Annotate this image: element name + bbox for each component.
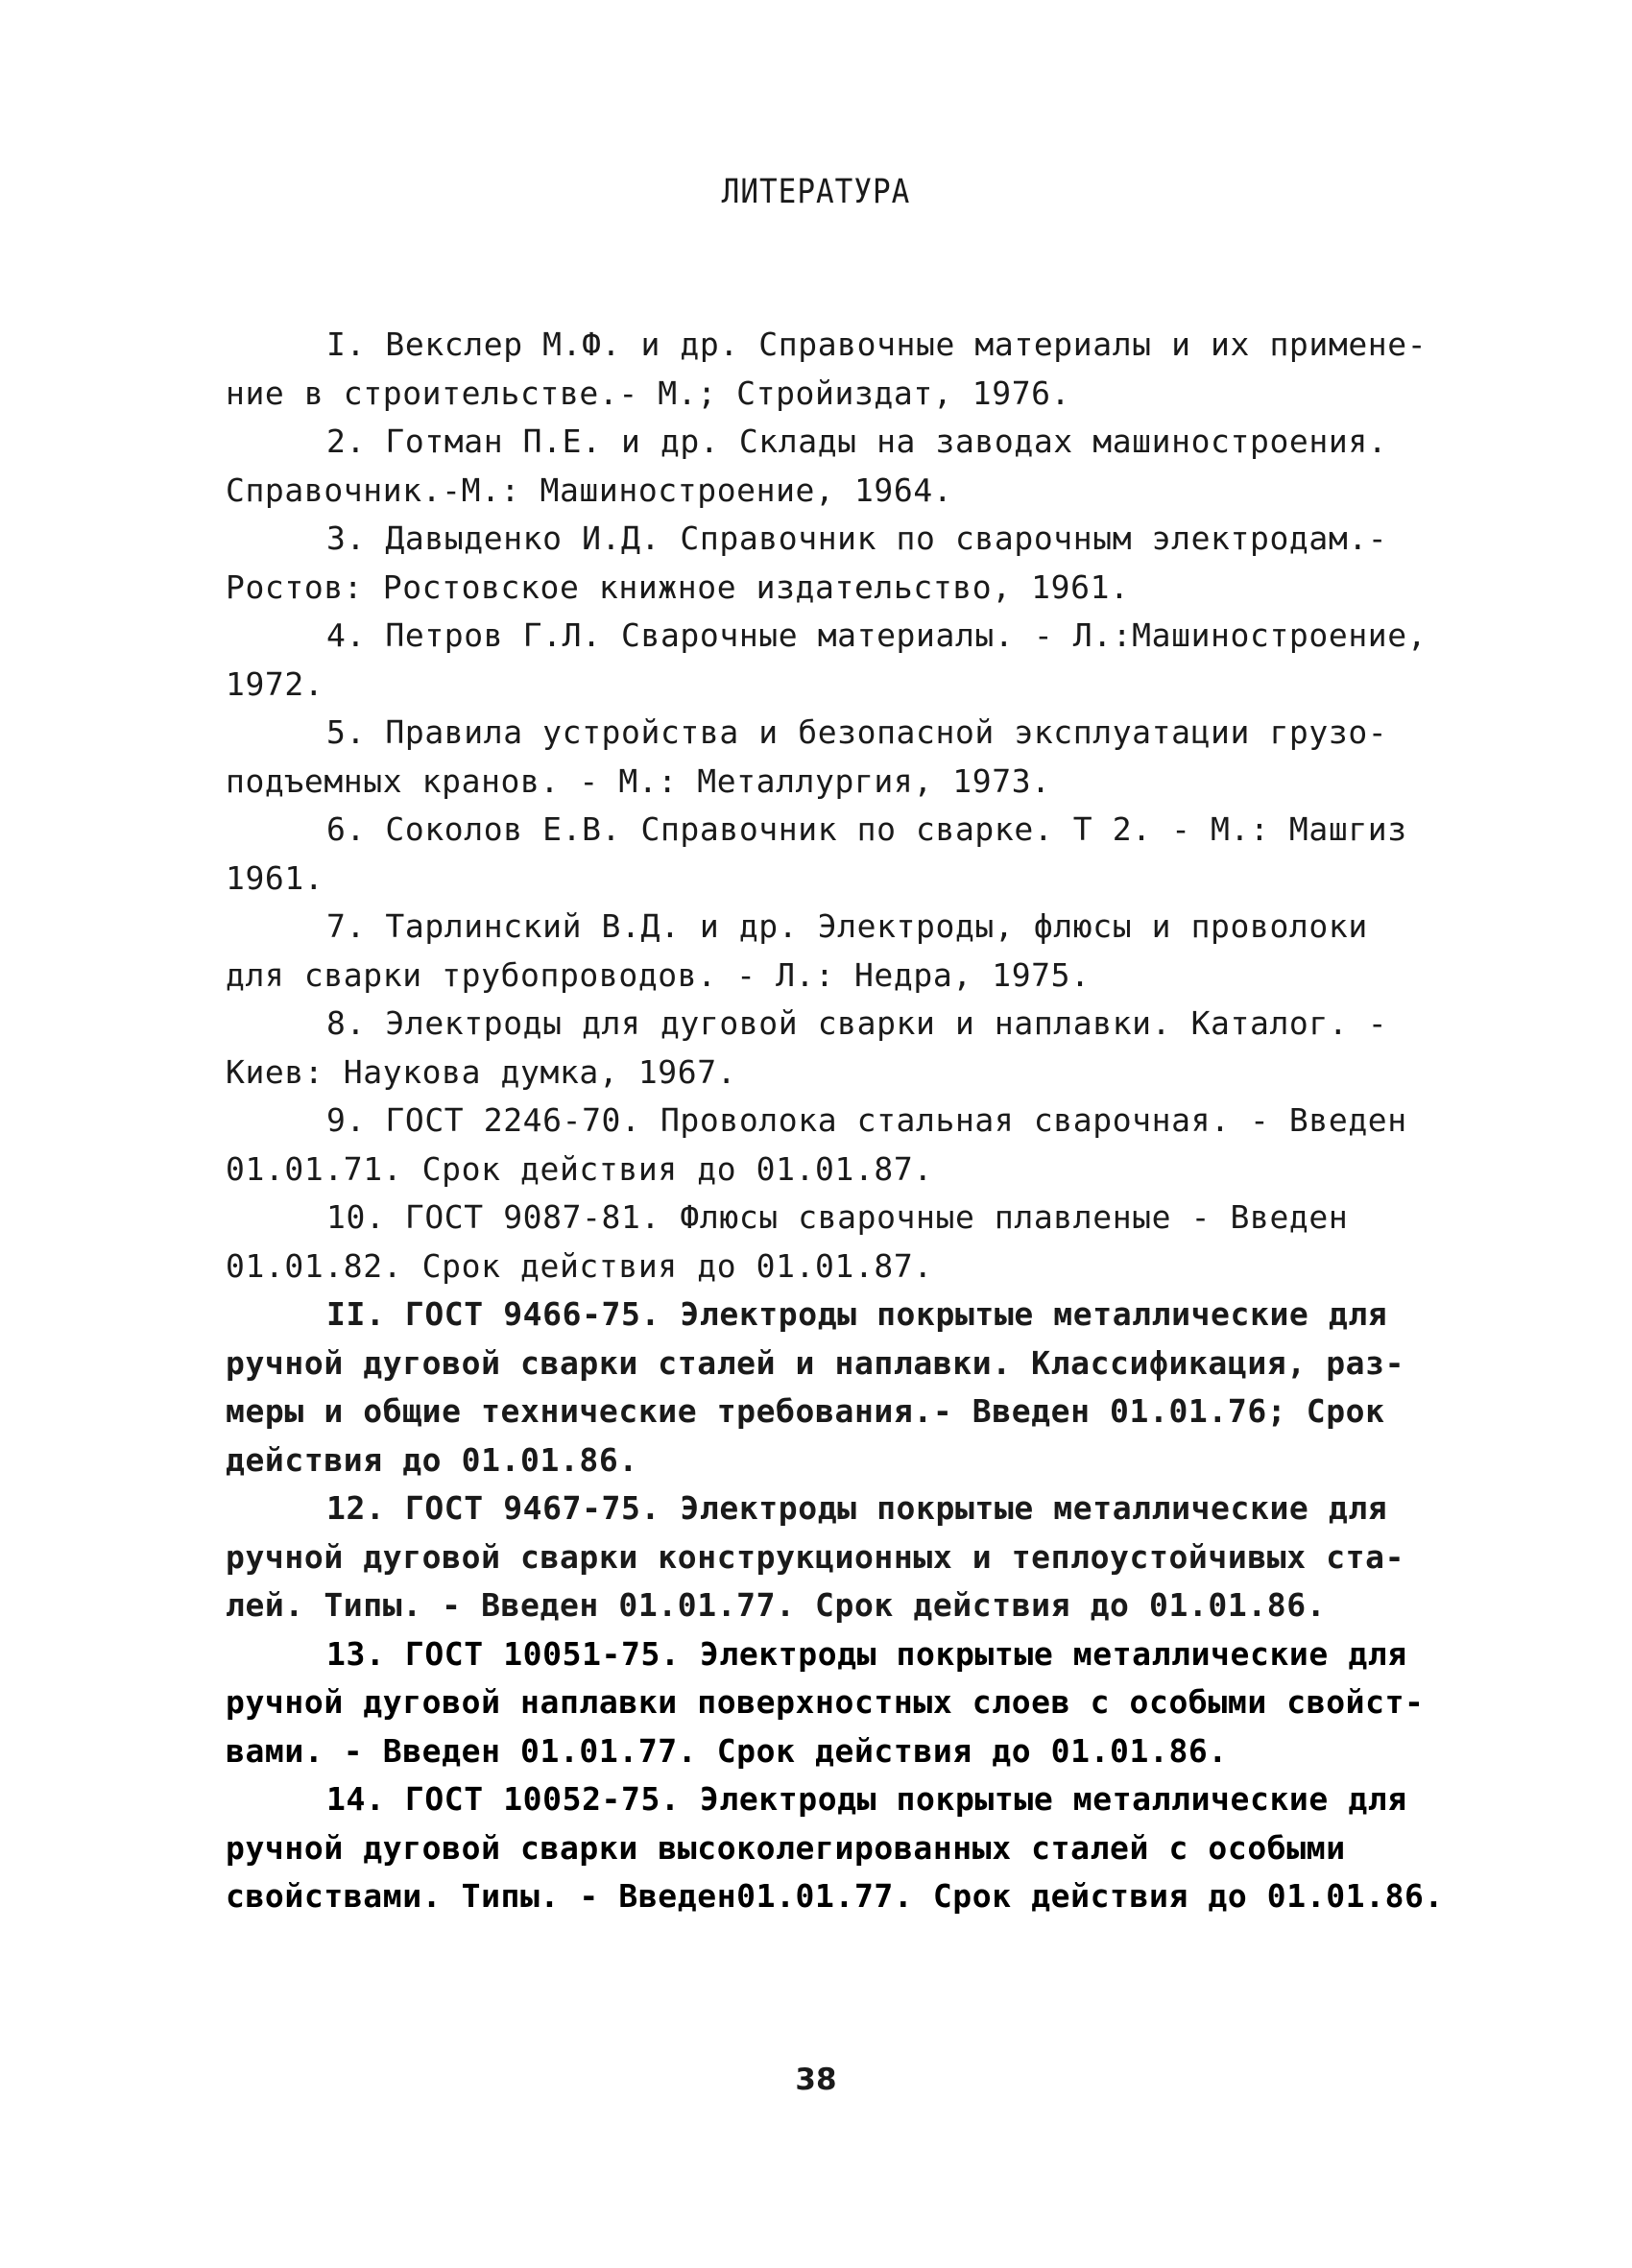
reference-item-6 [226, 806, 1474, 903]
reference-line: 1961. [226, 858, 324, 897]
reference-line: свойствами. Типы. - Введен01.01.77. Срок действия до 01.01.86. [226, 1877, 1444, 1915]
reference-line: ручной дуговой сварки высоколегированных сталей с особыми [226, 1828, 1346, 1867]
reference-line: 3. Давыденко И.Д. Справочник по сварочным электродам.- [326, 519, 1388, 557]
reference-item-10 [226, 1194, 1474, 1291]
page-title: ЛИТЕРАТУРА [721, 172, 911, 212]
reference-line: 4. Петров Г.Л. Сварочные материалы. - Л.:Машиностроение, [326, 616, 1428, 654]
reference-line: меры и общие технические требования.- Введен 01.01.76; Срок [226, 1392, 1385, 1430]
reference-line: 7. Тарлинский В.Д. и др. Электроды, флюсы и проволоки [326, 907, 1368, 945]
reference-item-14 [226, 1775, 1474, 1921]
reference-line: 5. Правила устройства и безопасной эксплуатации грузо- [326, 713, 1388, 751]
reference-item-13 [226, 1630, 1474, 1776]
reference-line: Справочник.-М.: Машиностроение, 1964. [226, 470, 953, 509]
reference-line: 01.01.71. Срок действия до 01.01.87. [226, 1149, 933, 1188]
reference-line: 1972. [226, 664, 324, 703]
reference-line: Ростов: Ростовское книжное издательство, 1961. [226, 567, 1130, 606]
reference-line: действия до 01.01.86. [226, 1440, 638, 1479]
reference-line: ручной дуговой сварки конструкционных и теплоустойчивых ста- [226, 1537, 1405, 1576]
reference-line: I. Векслер М.Ф. и др. Справочные материалы и их примене- [326, 326, 1428, 363]
reference-line: 12. ГОСТ 9467-75. Электроды покрытые металлические для [326, 1489, 1388, 1527]
reference-item-7 [226, 903, 1474, 1000]
reference-line: 8. Электроды для дуговой сварки и наплавки. Каталог. - [326, 1004, 1388, 1042]
reference-item-3 [226, 515, 1474, 612]
reference-item-1 [226, 321, 1474, 418]
reference-list [226, 321, 1474, 1921]
reference-line: 9. ГОСТ 2246-70. Проволока стальная сварочная. - Введен [326, 1101, 1407, 1139]
reference-line: 6. Соколов Е.В. Справочник по сварке. Т 2. - М.: Машгиз [326, 810, 1407, 848]
reference-line: ние в строительстве.- М.; Стройиздат, 1976. [226, 374, 1071, 412]
reference-item-12 [226, 1484, 1474, 1630]
reference-line: 2. Готман П.Е. и др. Склады на заводах машиностроения. [326, 422, 1388, 460]
reference-line: Киев: Наукова думка, 1967. [226, 1052, 737, 1091]
reference-item-11 [226, 1291, 1474, 1484]
page-number: 38 [795, 2063, 837, 2097]
reference-line: 13. ГОСТ 10051-75. Электроды покрытые металлические для [326, 1634, 1407, 1673]
reference-line: II. ГОСТ 9466-75. Электроды покрытые металлические для [326, 1295, 1388, 1333]
reference-line: вами. - Введен 01.01.77. Срок действия до 01.01.86. [226, 1731, 1228, 1770]
reference-item-2 [226, 418, 1474, 515]
reference-line: 10. ГОСТ 9087-81. Флюсы сварочные плавленые - Введен [326, 1198, 1349, 1236]
reference-item-8 [226, 1000, 1474, 1097]
reference-line: лей. Типы. - Введен 01.01.77. Срок действия до 01.01.86. [226, 1586, 1327, 1624]
reference-line: 01.01.82. Срок действия до 01.01.87. [226, 1246, 933, 1285]
reference-line: для сварки трубопроводов. - Л.: Недра, 1975. [226, 955, 1091, 994]
reference-item-9 [226, 1097, 1474, 1194]
reference-line: ручной дуговой наплавки поверхностных слоев с особыми свойст- [226, 1683, 1425, 1721]
reference-item-4 [226, 612, 1474, 709]
reference-line: 14. ГОСТ 10052-75. Электроды покрытые металлические для [326, 1780, 1407, 1818]
reference-line: подъемных кранов. - М.: Металлургия, 1973. [226, 761, 1051, 800]
reference-item-5 [226, 709, 1474, 806]
reference-line: ручной дуговой сварки сталей и наплавки. Классификация, раз- [226, 1343, 1405, 1382]
